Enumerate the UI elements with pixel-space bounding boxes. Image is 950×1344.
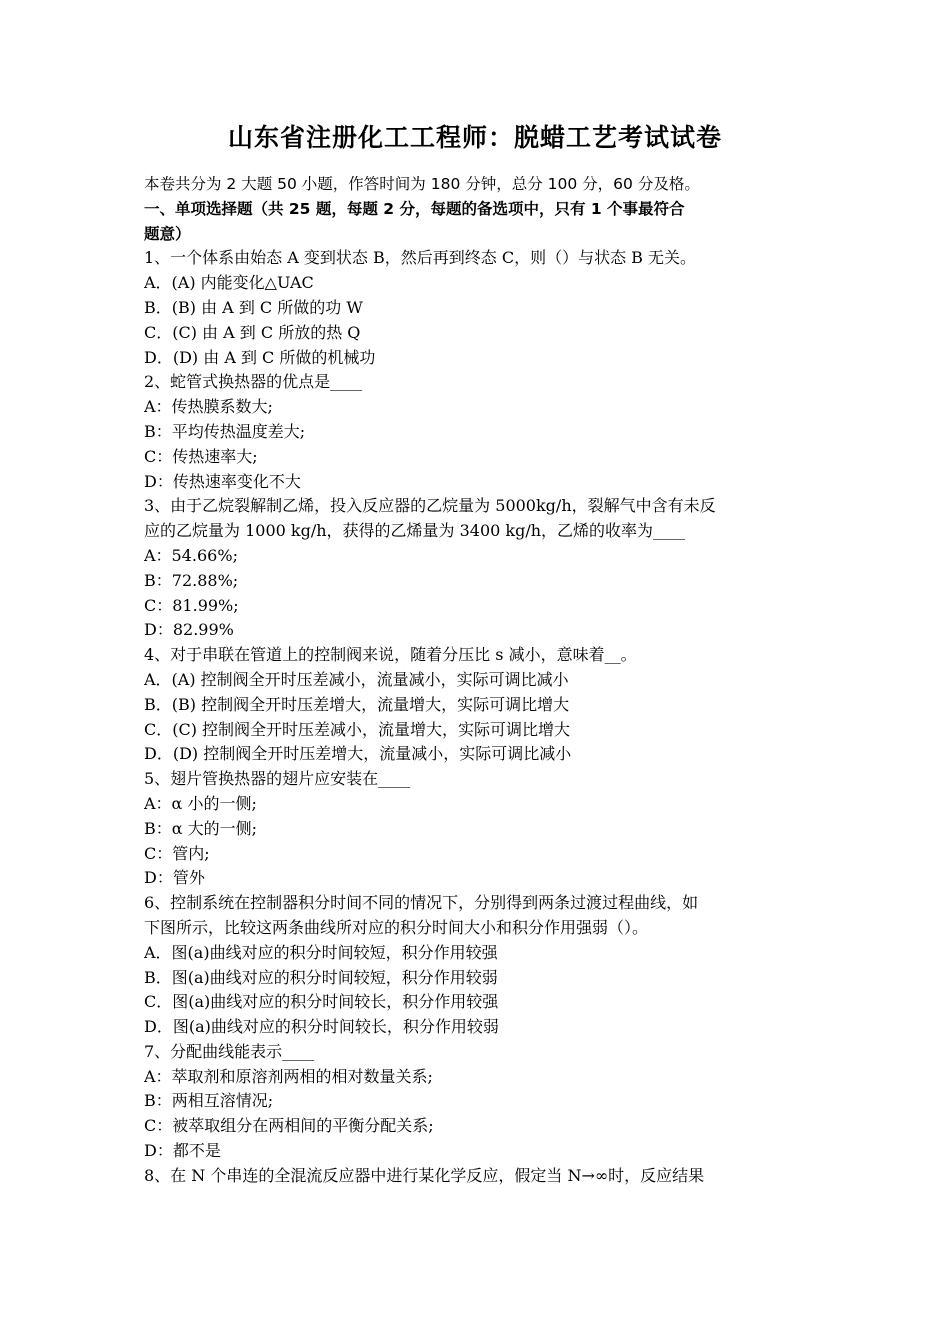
option-a: A：54.66%; — [144, 545, 238, 565]
option-c: C：81.99%; — [144, 595, 239, 615]
document-title: 山东省注册化工工程师：脱蜡工艺考试试卷 — [227, 123, 722, 152]
question-1 — [144, 246, 812, 370]
option-b: B．(B) 由 A 到 C 所做的功 W — [144, 297, 363, 317]
question-3 — [144, 494, 812, 643]
question-5 — [144, 767, 812, 891]
option-d: D：管外 — [144, 868, 205, 888]
question-text-continued: 应的乙烷量为 1000 kg/h，获得的乙烯量为 3400 kg/h，乙烯的收率为____ — [144, 521, 686, 541]
option-b: B：72.88%; — [144, 570, 239, 590]
document-body — [144, 172, 812, 1189]
option-a: A：传热膜系数大; — [144, 397, 273, 417]
option-d: D．(D) 由 A 到 C 所做的机械功 — [144, 347, 376, 367]
option-c: C：管内; — [144, 843, 210, 863]
exam-intro: 本卷共分为 2 大题 50 小题，作答时间为 180 分钟，总分 100 分，60 分及格。 — [144, 175, 700, 193]
option-d: D：都不是 — [144, 1141, 221, 1161]
option-c: C．(C) 控制阀全开时压差减小，流量增大，实际可调比增大 — [144, 719, 571, 739]
question-6 — [144, 891, 812, 1040]
question-text-continued: 下图所示，比较这两条曲线所对应的积分时间大小和积分作用强弱（）。 — [144, 917, 649, 937]
question-4 — [144, 643, 812, 767]
question-text: 8、在 N 个串连的全混流反应器中进行某化学反应，假定当 N→∞时，反应结果 — [144, 1165, 705, 1185]
option-c: C：传热速率大; — [144, 446, 258, 466]
option-c: C：被萃取组分在两相间的平衡分配关系; — [144, 1116, 434, 1136]
option-b: B．图(a)曲线对应的积分时间较短，积分作用较弱 — [144, 967, 498, 987]
option-b: B：α 大的一侧; — [144, 818, 258, 838]
option-a: A．图(a)曲线对应的积分时间较短，积分作用较强 — [144, 942, 498, 962]
option-a: A：α 小的一侧; — [144, 793, 257, 813]
option-d: D：82.99% — [144, 620, 234, 640]
question-text: 2、蛇管式换热器的优点是____ — [144, 372, 363, 392]
option-a: A．(A) 控制阀全开时压差减小，流量减小，实际可调比减小 — [144, 669, 569, 689]
option-c: C．图(a)曲线对应的积分时间较长，积分作用较强 — [144, 992, 499, 1012]
option-d: D．(D) 控制阀全开时压差增大，流量减小，实际可调比减小 — [144, 744, 572, 764]
option-b: B：平均传热温度差大; — [144, 421, 306, 441]
question-text: 6、控制系统在控制器积分时间不同的情况下，分别得到两条过渡过程曲线，如 — [144, 893, 699, 913]
question-2 — [144, 370, 812, 494]
question-text: 5、翅片管换热器的翅片应安装在____ — [144, 769, 411, 789]
section-heading-line-1: 一、单项选择题（共 25 题，每题 2 分，每题的备选项中，只有 1 个事最符合 — [144, 199, 685, 218]
option-b: B．(B) 控制阀全开时压差增大，流量增大，实际可调比增大 — [144, 694, 570, 714]
option-d: D．图(a)曲线对应的积分时间较长，积分作用较弱 — [144, 1017, 499, 1037]
question-text: 1、一个体系由始态 A 变到状态 B，然后再到终态 C，则（）与状态 B 无关。 — [144, 248, 697, 268]
option-c: C．(C) 由 A 到 C 所放的热 Q — [144, 322, 361, 342]
question-text: 3、由于乙烷裂解制乙烯，投入反应器的乙烷量为 5000kg/h，裂解气中含有未反 — [144, 496, 716, 516]
section-heading-line-2: 题意） — [144, 224, 191, 243]
question-7 — [144, 1040, 812, 1164]
question-text: 7、分配曲线能表示____ — [144, 1041, 315, 1061]
option-a: A：萃取剂和原溶剂两相的相对数量关系; — [144, 1066, 433, 1086]
option-a: A．(A) 内能变化△UAC — [144, 273, 314, 293]
question-8 — [144, 1164, 812, 1189]
option-d: D：传热速率变化不大 — [144, 471, 301, 491]
option-b: B：两相互溶情况; — [144, 1091, 274, 1111]
question-text: 4、对于串联在管道上的控制阀来说，随着分压比 s 减小，意味着__。 — [144, 645, 637, 665]
